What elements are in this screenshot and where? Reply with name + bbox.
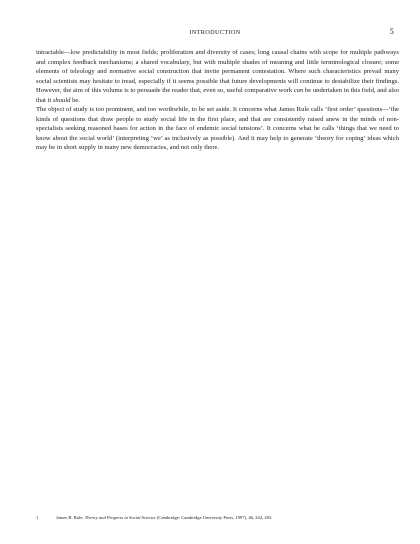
emphasis-should: should <box>52 96 71 104</box>
page-number: 5 <box>389 27 394 36</box>
footnote-mark: 1 <box>36 515 39 520</box>
paragraph-1 <box>36 48 399 105</box>
footnote <box>36 515 396 521</box>
paragraph-1-mid: be undertaken in this field, and also that it <box>36 87 399 104</box>
emphasis-can: can <box>293 87 304 95</box>
footnote-author: James B. Rule, <box>56 515 85 520</box>
body-text <box>36 48 399 153</box>
paragraph-2: The object of study is too prominent, and too worthwhile, to be set aside. It concerns what James Rule calls ‘first order’ questions—‘the kinds of questions that draw people to study social life in the first place, and that are consistently raised anew in the minds of non-specialists seeking reasoned bases for action in the face of endemic social tensions’. It concerns what he calls ‘things that we need to know about the social world’ (interpreting ‘we’ as inclusively as possible). And it may help to generate ‘theory for coping’ ideas which may be in short supply in many new democracies, and not only there. <box>36 106 399 152</box>
paragraph-1-end: be. <box>70 96 80 104</box>
running-head <box>36 27 394 39</box>
footnote-rest: (Cambridge: Cambridge University Press, 1997), 46, 242, 203. <box>155 515 273 520</box>
running-title: INTRODUCTION <box>189 29 241 36</box>
paragraph-1-text: intractable—low predictability in most fields; proliferation and diversity of cases; long causal chains with scope for multiple pathways and complex feedback mechanisms; a shared vocabulary, but with multiple shades of meaning and little terminological closure; some elements of teleology and normative social construction that invite permanent contestation. Where such characteristics prevail many social scientists may hesitate to tread, especially if it seems possible that future developments will continue to destabilize their findings. However, the aim of this volume is to persuade the reader that, even so, useful comparative work <box>36 49 399 95</box>
footnote-title: Theory and Progress in Social Science <box>84 515 156 520</box>
